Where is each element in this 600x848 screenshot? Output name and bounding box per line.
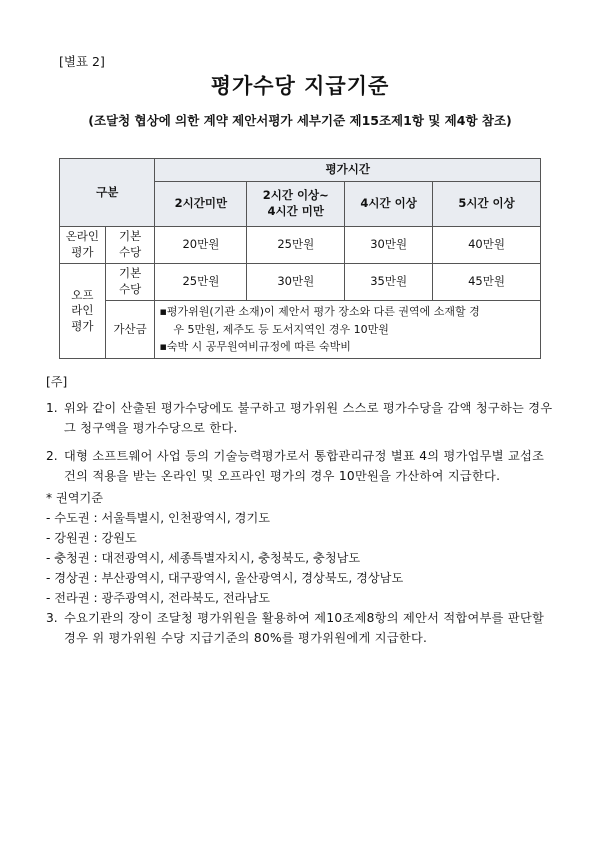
region-line: - 충청권 : 대전광역시, 세종특별자치시, 충청북도, 충청남도 [46, 551, 361, 565]
offline-label: 오프 라인 평가 [60, 264, 106, 359]
note-number: 3. [46, 611, 58, 625]
note-item [46, 398, 556, 438]
online-label: 온라인 평가 [60, 227, 106, 264]
header-time-col: 4시간 이상 [345, 182, 433, 227]
table-row-online [60, 227, 541, 264]
header-time-col: 2시간미만 [155, 182, 247, 227]
online-value: 20만원 [155, 227, 247, 264]
header-category: 구분 [60, 159, 155, 227]
header-time-col: 5시간 이상 [433, 182, 541, 227]
table-header-row [60, 159, 541, 182]
online-value: 25만원 [247, 227, 345, 264]
online-base-label: 기본 수당 [105, 227, 155, 264]
allowance-table [59, 158, 541, 359]
note-number: 1. [46, 401, 58, 415]
online-value: 30만원 [345, 227, 433, 264]
note-item [46, 446, 556, 486]
notes-section [46, 372, 556, 656]
note-text: 수요기관의 장이 조달청 평가위원을 활용하여 제10조제8항의 제안서 적합여부를 판단할 경우 위 평가위원 수당 지급기준의 80%를 평가위원에게 지급한다. [64, 611, 545, 645]
page-title: 평가수당 지급기준 [210, 74, 390, 98]
extra-line: 우 5만원, 제주도 등 도서지역인 경우 10만원 [159, 322, 389, 336]
offline-base-label: 기본 수당 [105, 264, 155, 301]
table-row-offline-extra [60, 301, 541, 359]
region-line: - 강원권 : 강원도 [46, 531, 137, 545]
offline-value: 45만원 [433, 264, 541, 301]
attachment-label: [별표 2] [59, 54, 105, 69]
note-text: 위와 같이 산출된 평가수당에도 불구하고 평가위원 스스로 평가수당을 감액 청구하는 경우 그 청구액을 평가수당으로 한다. [64, 401, 553, 435]
offline-extra-details [155, 301, 541, 359]
note-item [46, 608, 556, 648]
extra-line: ▪숙박 시 공무원여비규정에 따른 숙박비 [159, 340, 351, 354]
notes-heading: [주] [46, 375, 68, 389]
region-title: * 권역기준 [46, 491, 104, 505]
region-line: - 수도권 : 서울특별시, 인천광역시, 경기도 [46, 511, 270, 525]
region-line: - 경상권 : 부산광역시, 대구광역시, 울산광역시, 경상북도, 경상남도 [46, 571, 404, 585]
region-line: - 전라권 : 광주광역시, 전라북도, 전라남도 [46, 591, 270, 605]
page-subtitle: (조달청 협상에 의한 계약 제안서평가 세부기준 제15조제1항 및 제4항 참조) [88, 113, 512, 128]
offline-value: 30만원 [247, 264, 345, 301]
header-time-group: 평가시간 [155, 159, 541, 182]
note-text: 대형 소프트웨어 사업 등의 기술능력평가로서 통합관리규정 별표 4의 평가업무별 교섭조건의 적용을 받는 온라인 및 오프라인 평가의 경우 10만원을 가산하여 지급한다. [64, 449, 545, 483]
header-time-col: 2시간 이상~ 4시간 미만 [247, 182, 345, 227]
offline-value: 35만원 [345, 264, 433, 301]
offline-value: 25만원 [155, 264, 247, 301]
extra-line: ▪평가위원(기관 소재)이 제안서 평가 장소와 다른 권역에 소재할 경 [159, 305, 480, 318]
note-number: 2. [46, 449, 58, 463]
table-row-offline-base [60, 264, 541, 301]
online-value: 40만원 [433, 227, 541, 264]
offline-extra-label: 가산금 [105, 301, 155, 359]
